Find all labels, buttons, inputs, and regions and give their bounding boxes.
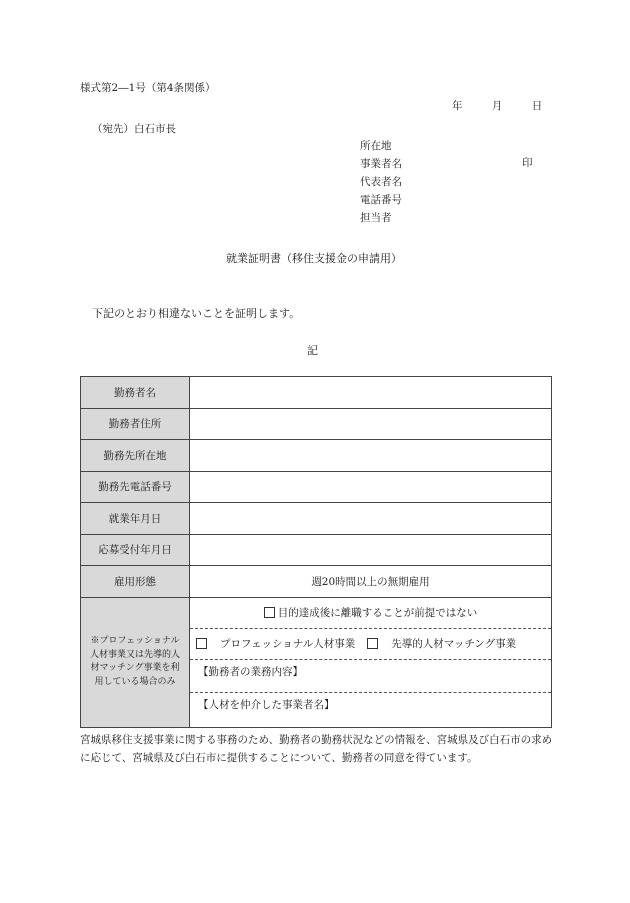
table-row [81, 535, 551, 567]
worker-address-field[interactable] [190, 409, 551, 440]
not-premised-on-resignation-option[interactable] [190, 598, 551, 629]
addressee: （宛先）白石市長 [92, 123, 176, 135]
employment-type-value: 週20時間以上の無期雇用 [311, 575, 430, 588]
table-row [81, 440, 551, 472]
broker-name-field[interactable] [190, 693, 551, 728]
applicant-phone-label: 電話番号 [360, 194, 402, 206]
checkbox-icon[interactable] [367, 638, 378, 649]
applicant-contact-label: 担当者 [360, 212, 392, 224]
workplace-phone-field[interactable] [190, 472, 551, 503]
table-row [81, 472, 551, 504]
row-label-employment-type: 雇用形態 [81, 566, 190, 597]
applicant-company-label: 事業者名 [360, 158, 402, 170]
form-number: 様式第2―1号（第4条関係） [80, 82, 216, 94]
seal-mark: 印 [522, 157, 533, 169]
row-label-worker-address: 勤務者住所 [81, 409, 190, 440]
workplace-address-field[interactable] [190, 440, 551, 471]
row-label-application-date: 応募受付年月日 [81, 535, 190, 566]
matching-program-option[interactable]: 先導的人材マッチング事業 [391, 638, 517, 650]
row-label-workplace-phone: 勤務先電話番号 [81, 472, 190, 503]
table-row [81, 409, 551, 441]
special-program-section [81, 598, 551, 728]
certificate-table [80, 376, 552, 728]
date-line [452, 98, 542, 113]
applicant-address-label: 所在地 [360, 140, 392, 152]
not-premised-on-resignation-text: 目的達成後に離職することが前提ではない [277, 607, 478, 619]
worker-name-field[interactable] [190, 377, 551, 408]
row-label-workplace-address: 勤務先所在地 [81, 440, 190, 471]
work-content-field[interactable] [190, 660, 551, 693]
date-year-label: 年 [452, 100, 463, 112]
professional-program-option[interactable]: プロフェッショナル人材事業 [220, 638, 356, 650]
intro-statement: 下記のとおり相違ないことを証明します。 [92, 307, 301, 320]
ki-heading: 記 [307, 344, 318, 357]
row-label-employment-date: 就業年月日 [81, 503, 190, 534]
document-title: 就業証明書（移住支援金の申請用） [226, 252, 402, 265]
program-type-options [190, 629, 551, 660]
work-content-label: 【勤務者の業務内容】 [198, 665, 303, 678]
row-label-worker-name: 勤務者名 [81, 377, 190, 408]
table-row [81, 503, 551, 535]
applicant-representative-label: 代表者名 [360, 176, 402, 188]
date-month-label: 月 [491, 100, 503, 112]
checkbox-icon[interactable] [196, 638, 207, 649]
special-program-label: ※プロフェッショナル人材事業又は先導的人材マッチング事業を利用している場合のみ [81, 598, 190, 728]
consent-statement: 宮城県移住支援事業に関する事務のため、勤務者の勤務状況などの情報を、宮城県及び白石市の求めに応じて、宮城県及び白石市に提供することについて、勤務者の同意を得ています。 [80, 734, 553, 764]
broker-name-label: 【人材を仲介した事業者名】 [198, 698, 335, 711]
application-date-field[interactable] [190, 535, 551, 566]
table-row [81, 377, 551, 409]
employment-date-field[interactable] [190, 503, 551, 534]
checkbox-icon[interactable] [264, 607, 275, 618]
date-day-label: 日 [531, 100, 543, 112]
table-row [81, 566, 551, 598]
